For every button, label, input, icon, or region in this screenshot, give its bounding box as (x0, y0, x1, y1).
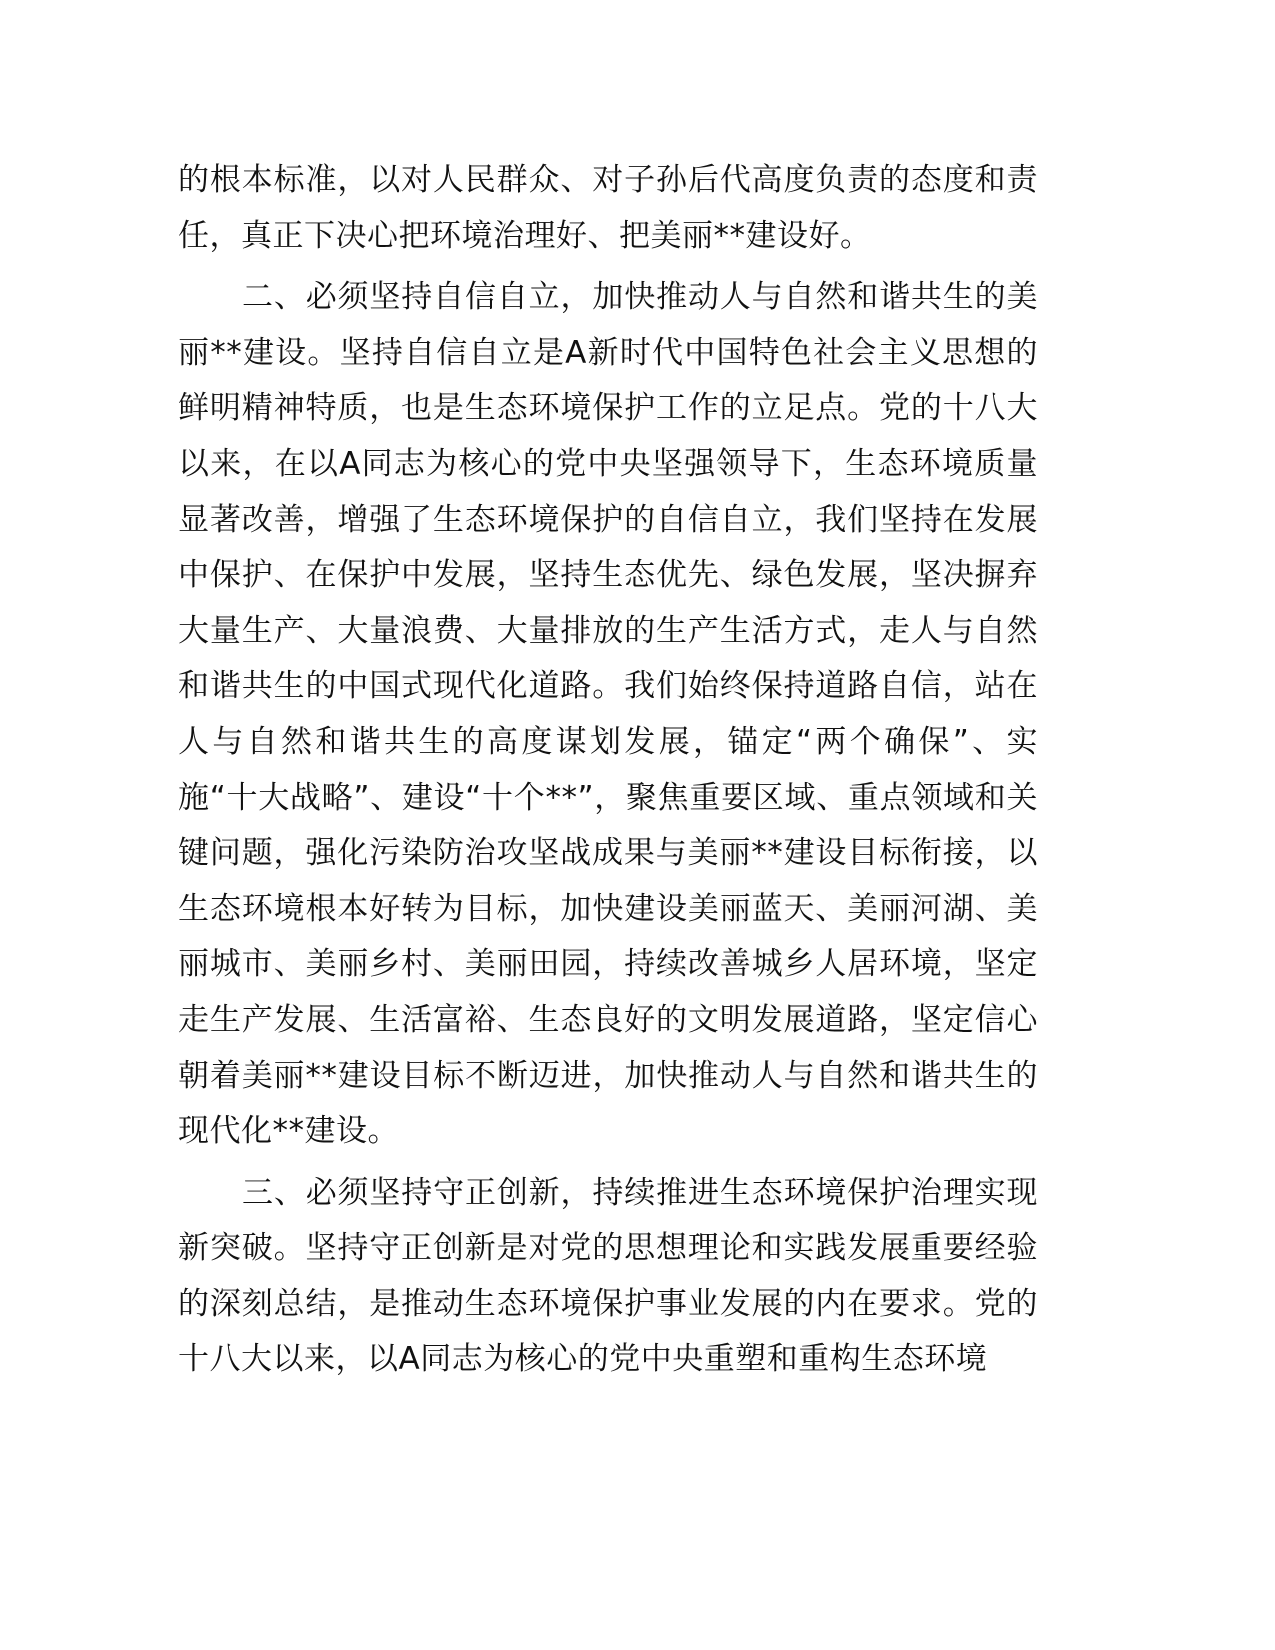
paragraph-section-three: 三、必须坚持守正创新，持续推进生态环境保护治理实现新突破。坚持守正创新是对党的思想理论和实践发展重要经验的深刻总结，是推动生态环境保护事业发展的内在要求。党的十八大以来，以A同志为核心的党中央重塑和重构生态环境 (178, 1174, 1038, 1378)
document-body (178, 153, 1038, 1388)
paragraph-continuation: 的根本标准，以对人民群众、对子孙后代高度负责的态度和责任，真正下决心把环境治理好、把美丽**建设好。 (178, 162, 1038, 254)
paragraph-section-two: 二、必须坚持自信自立，加快推动人与自然和谐共生的美丽**建设。坚持自信自立是A新时代中国特色社会主义思想的鲜明精神特质，也是生态环境保护工作的立足点。党的十八大以来，在以A同志为核心的党中央坚强领导下，生态环境质量显著改善，增强了生态环境保护的自信自立，我们坚持在发展中保护、在保护中发展，坚持生态优先、绿色发展，坚决摒弃大量生产、大量浪费、大量排放的生产生活方式，走人与自然和谐共生的中国式现代化道路。我们始终保持道路自信，站在人与自然和谐共生的高度谋划发展，锚定“两个确保”、实施“十大战略”、建设“十个**”，聚焦重要区域、重点领域和关键问题，强化污染防治攻坚战成果与美丽**建设目标衔接，以生态环境根本好转为目标，加快建设美丽蓝天、美丽河湖、美丽城市、美丽乡村、美丽田园，持续改善城乡人居环境，坚定走生产发展、生活富裕、生态良好的文明发展道路，坚定信心朝着美丽**建设目标不断迈进，加快推动人与自然和谐共生的现代化**建设。 (178, 279, 1038, 1150)
